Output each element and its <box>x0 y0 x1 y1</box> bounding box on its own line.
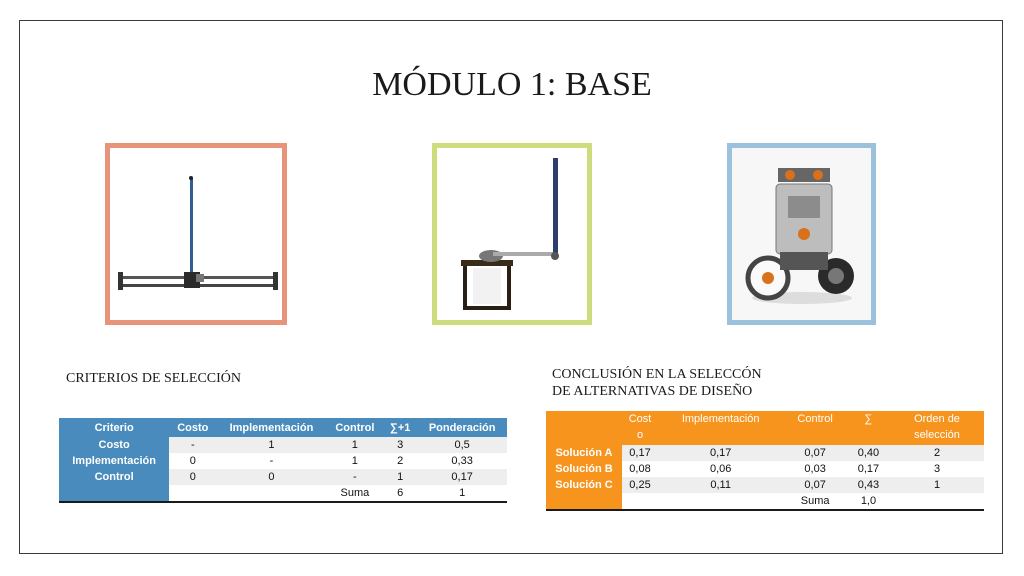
table-cell: 1 <box>327 437 384 453</box>
rotary-pendulum-icon <box>437 148 587 320</box>
table-cell-empty <box>216 485 326 502</box>
column-header: Implementación <box>658 411 783 445</box>
row-label: Implementación <box>59 453 169 469</box>
row-label: Solución C <box>546 477 622 493</box>
column-header: Costo <box>169 418 216 437</box>
table-cell: - <box>327 469 384 485</box>
table-cell: 2 <box>397 455 404 467</box>
table-header-row <box>59 418 507 437</box>
conclusion-heading-line2: DE ALTERNATIVAS DE DISEÑO <box>552 384 753 399</box>
table-cell: 1 <box>216 437 326 453</box>
table-cell: 0,43 <box>847 477 890 493</box>
table-cell: 3 <box>383 437 417 453</box>
table-cell: 0,11 <box>658 477 783 493</box>
criteria-table <box>59 418 507 503</box>
table-cell: - <box>269 455 274 467</box>
conclusion-table <box>546 411 984 511</box>
table-cell: 1 <box>890 477 984 493</box>
linear-rail-pendulum-icon <box>110 148 282 320</box>
table-cell-empty <box>890 493 984 510</box>
column-header: Control <box>327 418 384 437</box>
row-label: Solución A <box>546 445 622 461</box>
photo-linear-pendulum <box>105 143 287 325</box>
table-total-row <box>546 493 984 510</box>
column-header <box>546 411 622 445</box>
column-header: ∑ <box>847 411 890 445</box>
table-total-row <box>59 485 507 502</box>
row-label-empty <box>546 493 622 510</box>
table-cell-empty <box>169 485 216 502</box>
row-label: Control <box>59 469 169 485</box>
table-cell: 0 <box>216 469 326 485</box>
table-cell: - <box>169 437 216 453</box>
column-header: Ponderación <box>417 418 507 437</box>
table-cell: 0,08 <box>629 463 651 475</box>
table-cell: 1 <box>383 469 417 485</box>
table-row <box>546 477 984 493</box>
criteria-heading: CRITERIOS DE SELECCIÓN <box>66 371 241 386</box>
table-cell: 0,17 <box>857 463 880 475</box>
table-cell-empty <box>622 493 658 510</box>
table-cell: 0,33 <box>451 455 473 467</box>
table-row <box>546 461 984 477</box>
total-weight: 1 <box>459 487 466 499</box>
row-label: Costo <box>59 437 169 453</box>
table-cell: 0 <box>189 455 196 467</box>
table-cell: 1 <box>351 455 358 467</box>
table-cell: 0,06 <box>709 463 732 475</box>
table-row <box>59 453 507 469</box>
column-header: ∑+1 <box>383 418 417 437</box>
total-label: Suma <box>800 495 830 507</box>
column-header: Cost o <box>622 411 658 445</box>
column-header: Orden de selección <box>890 411 984 445</box>
conclusion-heading-line1: CONCLUSIÓN EN LA SELECCÓN <box>552 367 762 382</box>
total-value: 1,0 <box>860 495 877 507</box>
table-row <box>59 437 507 453</box>
column-header: Implementación <box>216 418 326 437</box>
row-label-empty <box>59 485 169 502</box>
table-cell: 0,5 <box>417 437 507 453</box>
table-row <box>59 469 507 485</box>
table-cell: 0,17 <box>417 469 507 485</box>
total-sum: 6 <box>397 487 404 499</box>
table-cell: 2 <box>890 445 984 461</box>
total-label: Suma <box>340 487 370 499</box>
table-row <box>546 445 984 461</box>
table-header-row <box>546 411 984 445</box>
photo-segway-robot <box>727 143 876 325</box>
table-cell: 0,07 <box>783 477 847 493</box>
column-header: Criterio <box>59 418 169 437</box>
lego-segway-robot-icon <box>732 148 871 320</box>
column-header: Control <box>783 411 847 445</box>
table-cell: 0,17 <box>658 445 783 461</box>
table-cell: 0,40 <box>847 445 890 461</box>
table-cell: 0,07 <box>783 445 847 461</box>
table-cell-empty <box>658 493 783 510</box>
table-cell: 0,03 <box>804 463 826 475</box>
slide-title: MÓDULO 1: BASE <box>372 66 652 103</box>
table-cell: 0,17 <box>622 445 658 461</box>
conclusion-heading <box>552 366 762 400</box>
table-cell: 0 <box>169 469 216 485</box>
table-cell: 3 <box>933 463 941 475</box>
table-cell: 0,25 <box>622 477 658 493</box>
row-label: Solución B <box>546 461 622 477</box>
photo-rotary-pendulum <box>432 143 592 325</box>
